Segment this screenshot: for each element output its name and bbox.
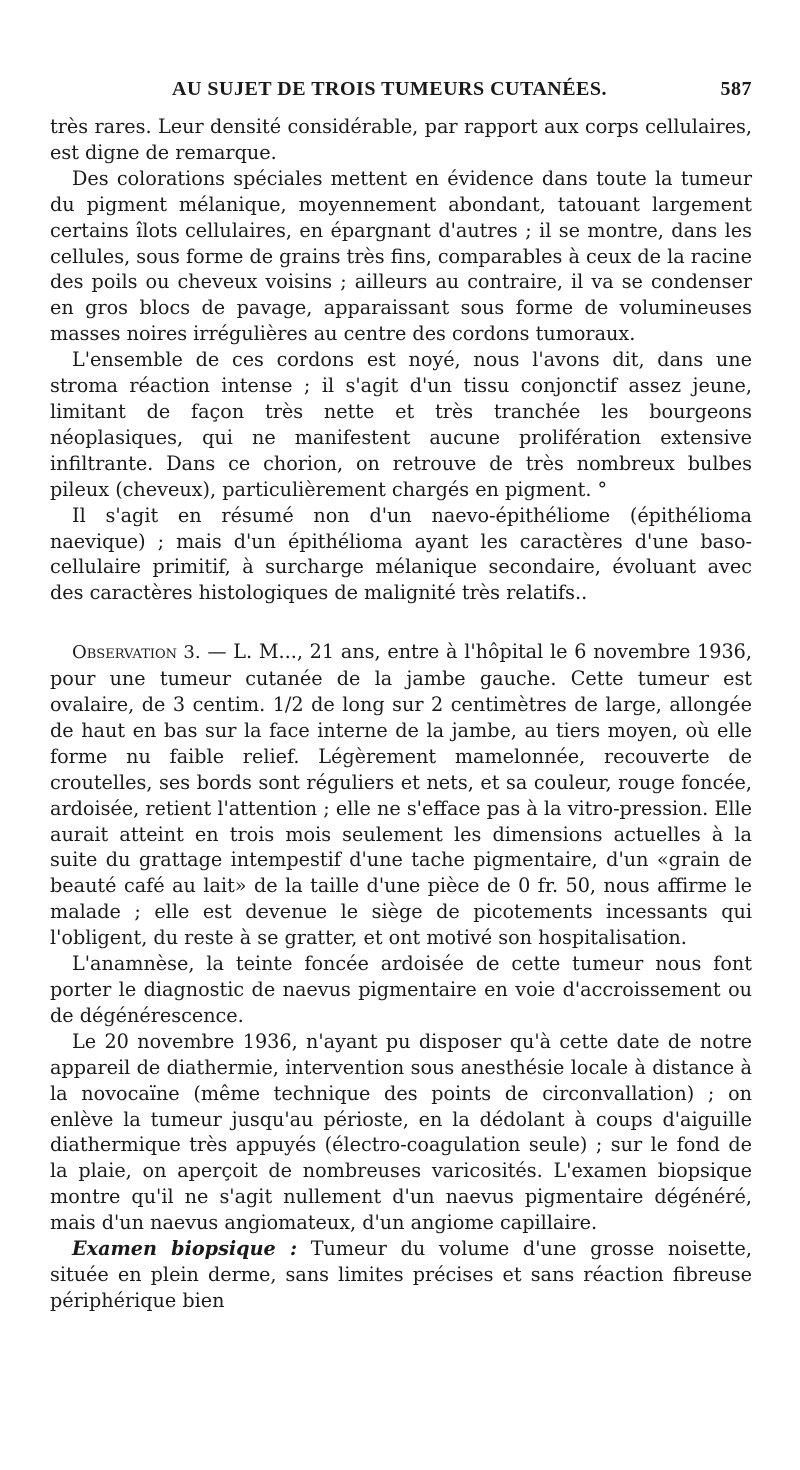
paragraph: Il s'agit en résumé non d'un naevo-épithéliome (épithélioma naevique) ; mais d'un épithélioma ayant les caractères d'une baso-cellulaire primitif, à surcharge mélanique secondaire, évoluant avec des caractères histologiques de malignité très relatifs.. xyxy=(50,503,752,605)
paragraph: très rares. Leur densité considérable, par rapport aux corps cellulaires, est digne de remarque. xyxy=(50,115,752,164)
page-header xyxy=(52,70,752,110)
paragraph: Des colorations spéciales mettent en évidence dans toute la tumeur du pigment mélanique, moyennement abondant, tatouant largement certains îlots cellulaires, en épargnant d'autres ; il se montre, dans les cellules, sous forme de grains très fins, comparables à ceux de la racine des poils ou cheveux voisins ; ailleurs au contraire, il va se condenser en gros blocs de pavage, apparaissant sous forme de volumineuses masses noires irrégulières au centre des cordons tumoraux. xyxy=(50,166,752,346)
exam-label: Examen biopsique : xyxy=(72,1237,298,1261)
body-text xyxy=(50,114,752,1314)
observation-label: Observation 3. xyxy=(72,642,201,664)
observation-paragraph xyxy=(50,639,752,951)
paragraph: Le 20 novembre 1936, n'ayant pu disposer qu'à cette date de notre appareil de diathermie, intervention sous anesthésie locale à distance à la novocaïne (même technique des points de circonvallation) ; on enlève la tumeur jusqu'au périoste, en la dédolant à coups d'aiguille diathermique très appuyés (électro-coagulation seule) ; sur le fond de la plaie, on aperçoit de nombreuses varicosités. L'examen biopsique montre qu'il ne s'agit nullement d'un naevus pigmentaire dégénéré, mais d'un naevus angiomateux, d'un angiome capillaire. xyxy=(50,1029,752,1235)
observation-text: — L. M..., 21 ans, entre à l'hôpital le 6 novembre 1936, pour une tumeur cutanée de la jambe gauche. Cette tumeur est ovalaire, de 3 centim. 1/2 de long sur 2 centimètres de large, allongée de haut en bas sur la face interne de la jambe, au tiers moyen, où elle forme nu faible relief. Légèrement mamelonnée, recouverte de croutelles, ses bords sont réguliers et nets, et sa couleur, rouge foncée, ardoisée, retient l'attention ; elle ne s'efface pas à la vitro-pression. Elle aurait atteint en trois mois seulement les dimensions actuelles à la suite du grattage intempestif d'une tache pigmentaire, d'un «grain de beauté café au lait» de la taille d'une pièce de 0 fr. 50, nous affirme le malade ; elle est devenue le siège de picotements incessants qui l'obligent, du reste à se gratter, et ont motivé son hospitalisation. xyxy=(50,640,752,950)
paragraph: L'anamnèse, la teinte foncée ardoisée de cette tumeur nous font porter le diagnostic de naevus pigmentaire en voie d'accroissement ou de dégénérescence. xyxy=(50,952,752,1027)
paragraph: L'ensemble de ces cordons est noyé, nous l'avons dit, dans une stroma réaction intense ; il s'agit d'un tissu conjonctif assez jeune, limitant de façon très nette et très tranchée les bourgeons néoplasiques, qui ne manifestent aucune prolifération extensive infiltrante. Dans ce chorion, on retrouve de très nombreux bulbes pileux (cheveux), particulièrement chargés en pigment. ° xyxy=(50,348,752,501)
page-number: 587 xyxy=(720,78,752,100)
running-title: AU SUJET DE TROIS TUMEURS CUTANÉES. xyxy=(172,78,608,100)
exam-text: Tumeur du volume d'une grosse noisette, située en plein derme, sans limites précises et sans réaction fibreuse périphérique bien xyxy=(50,1237,752,1312)
exam-paragraph xyxy=(50,1236,752,1314)
section-spacer xyxy=(50,606,752,639)
